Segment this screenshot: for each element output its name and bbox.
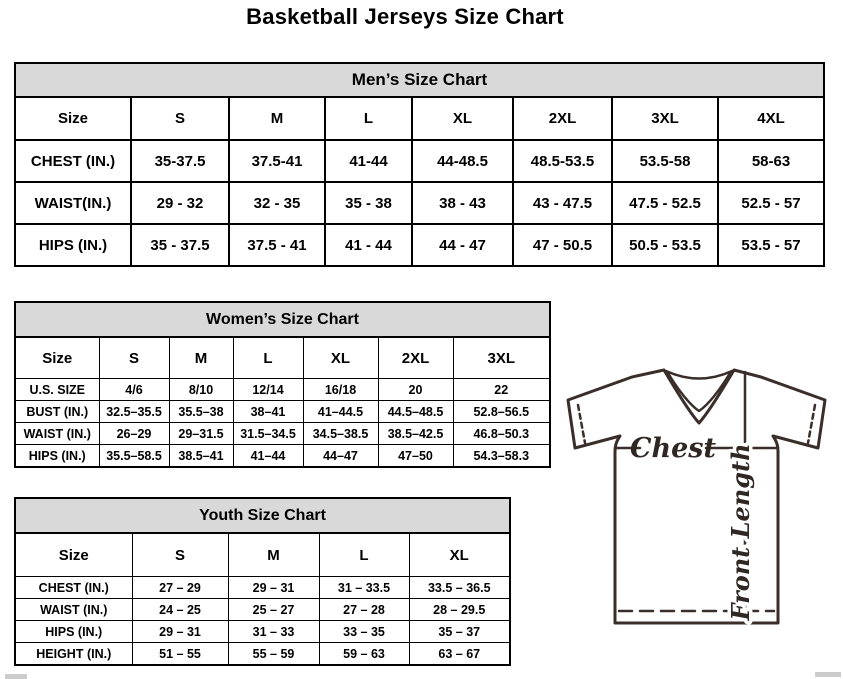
size-value-cell: 53.5 - 57	[718, 224, 824, 266]
size-value-cell: 12/14	[233, 379, 303, 401]
size-value-cell: 37.5 - 41	[229, 224, 325, 266]
womens-size-chart	[14, 301, 551, 468]
size-value-cell: 27 – 28	[319, 599, 409, 621]
size-corner-header: Size	[15, 97, 131, 140]
row-label: U.S. SIZE	[15, 379, 99, 401]
size-value-cell: 34.5–38.5	[303, 423, 378, 445]
size-value-cell: 4/6	[99, 379, 169, 401]
size-value-cell: 58-63	[718, 140, 824, 182]
youth-size-chart	[14, 497, 511, 666]
size-value-cell: 29–31.5	[169, 423, 233, 445]
table-row	[15, 445, 550, 468]
front-length-label: Front Length	[726, 443, 755, 621]
size-value-cell: 59 – 63	[319, 643, 409, 666]
size-value-cell: 44-48.5	[412, 140, 513, 182]
size-value-cell: 33 – 35	[319, 621, 409, 643]
size-value-cell: 8/10	[169, 379, 233, 401]
table-row	[15, 621, 510, 643]
mens-size-table	[14, 96, 825, 267]
scrollbar-fragment-right[interactable]	[815, 672, 841, 677]
size-column-header: XL	[412, 97, 513, 140]
size-value-cell: 16/18	[303, 379, 378, 401]
mens-size-chart	[14, 62, 825, 267]
size-value-cell: 63 – 67	[409, 643, 510, 666]
table-row	[15, 140, 824, 182]
size-value-cell: 38 - 43	[412, 182, 513, 224]
jersey-measurement-diagram-icon	[556, 360, 836, 660]
row-label: BUST (IN.)	[15, 401, 99, 423]
size-value-cell: 51 – 55	[132, 643, 228, 666]
size-value-cell: 32 - 35	[229, 182, 325, 224]
row-label: HEIGHT (IN.)	[15, 643, 132, 666]
size-value-cell: 32.5–35.5	[99, 401, 169, 423]
size-column-header: 3XL	[612, 97, 718, 140]
size-value-cell: 43 - 47.5	[513, 182, 612, 224]
row-label: WAIST (IN.)	[15, 599, 132, 621]
size-value-cell: 29 – 31	[228, 577, 319, 599]
size-value-cell: 52.5 - 57	[718, 182, 824, 224]
scrollbar-fragment-left[interactable]	[5, 674, 27, 679]
size-value-cell: 24 – 25	[132, 599, 228, 621]
size-column-header: 4XL	[718, 97, 824, 140]
size-corner-header: Size	[15, 533, 132, 577]
size-column-header: M	[228, 533, 319, 577]
womens-chart-title: Women’s Size Chart	[14, 301, 551, 336]
size-value-cell: 26–29	[99, 423, 169, 445]
youth-chart-title: Youth Size Chart	[14, 497, 511, 532]
size-value-cell: 47.5 - 52.5	[612, 182, 718, 224]
size-value-cell: 38.5–42.5	[378, 423, 453, 445]
youth-size-table	[14, 532, 511, 666]
table-row	[15, 577, 510, 599]
size-value-cell: 33.5 – 36.5	[409, 577, 510, 599]
size-value-cell: 31.5–34.5	[233, 423, 303, 445]
size-column-header: M	[169, 337, 233, 379]
size-value-cell: 44 - 47	[412, 224, 513, 266]
size-value-cell: 31 – 33	[228, 621, 319, 643]
size-value-cell: 28 – 29.5	[409, 599, 510, 621]
size-value-cell: 29 - 32	[131, 182, 229, 224]
size-value-cell: 52.8–56.5	[453, 401, 550, 423]
row-label: WAIST(IN.)	[15, 182, 131, 224]
size-value-cell: 41-44	[325, 140, 412, 182]
size-column-header: 3XL	[453, 337, 550, 379]
chest-label: Chest	[630, 433, 716, 464]
row-label: HIPS (IN.)	[15, 445, 99, 468]
size-value-cell: 47 - 50.5	[513, 224, 612, 266]
size-value-cell: 55 – 59	[228, 643, 319, 666]
size-value-cell: 22	[453, 379, 550, 401]
size-value-cell: 20	[378, 379, 453, 401]
size-value-cell: 53.5-58	[612, 140, 718, 182]
size-value-cell: 35 - 37.5	[131, 224, 229, 266]
row-label: HIPS (IN.)	[15, 621, 132, 643]
size-value-cell: 54.3–58.3	[453, 445, 550, 468]
size-value-cell: 41–44.5	[303, 401, 378, 423]
size-column-header: 2XL	[378, 337, 453, 379]
size-column-header: M	[229, 97, 325, 140]
size-value-cell: 38.5–41	[169, 445, 233, 468]
table-row	[15, 182, 824, 224]
size-value-cell: 25 – 27	[228, 599, 319, 621]
size-value-cell: 35-37.5	[131, 140, 229, 182]
size-value-cell: 35 – 37	[409, 621, 510, 643]
size-value-cell: 35.5–38	[169, 401, 233, 423]
size-value-cell: 47–50	[378, 445, 453, 468]
table-row	[15, 224, 824, 266]
size-value-cell: 35.5–58.5	[99, 445, 169, 468]
size-value-cell: 41–44	[233, 445, 303, 468]
size-corner-header: Size	[15, 337, 99, 379]
mens-chart-title: Men’s Size Chart	[14, 62, 825, 96]
womens-size-table	[14, 336, 551, 468]
table-row	[15, 423, 550, 445]
size-column-header: S	[99, 337, 169, 379]
table-row	[15, 401, 550, 423]
size-column-header: S	[131, 97, 229, 140]
size-column-header: S	[132, 533, 228, 577]
size-value-cell: 44.5–48.5	[378, 401, 453, 423]
size-column-header: XL	[303, 337, 378, 379]
size-column-header: L	[325, 97, 412, 140]
row-label: WAIST (IN.)	[15, 423, 99, 445]
size-value-cell: 48.5-53.5	[513, 140, 612, 182]
row-label: HIPS (IN.)	[15, 224, 131, 266]
page-title: Basketball Jerseys Size Chart	[246, 4, 564, 29]
size-value-cell: 50.5 - 53.5	[612, 224, 718, 266]
size-value-cell: 46.8–50.3	[453, 423, 550, 445]
size-value-cell: 38–41	[233, 401, 303, 423]
size-value-cell: 29 – 31	[132, 621, 228, 643]
size-column-header: L	[319, 533, 409, 577]
table-row	[15, 643, 510, 666]
size-value-cell: 37.5-41	[229, 140, 325, 182]
table-row	[15, 599, 510, 621]
row-label: CHEST (IN.)	[15, 140, 131, 182]
size-value-cell: 27 – 29	[132, 577, 228, 599]
size-value-cell: 44–47	[303, 445, 378, 468]
size-column-header: XL	[409, 533, 510, 577]
size-column-header: L	[233, 337, 303, 379]
row-label: CHEST (IN.)	[15, 577, 132, 599]
table-row	[15, 379, 550, 401]
size-value-cell: 41 - 44	[325, 224, 412, 266]
size-column-header: 2XL	[513, 97, 612, 140]
size-value-cell: 31 – 33.5	[319, 577, 409, 599]
size-value-cell: 35 - 38	[325, 182, 412, 224]
collar-back-arc	[666, 371, 732, 379]
